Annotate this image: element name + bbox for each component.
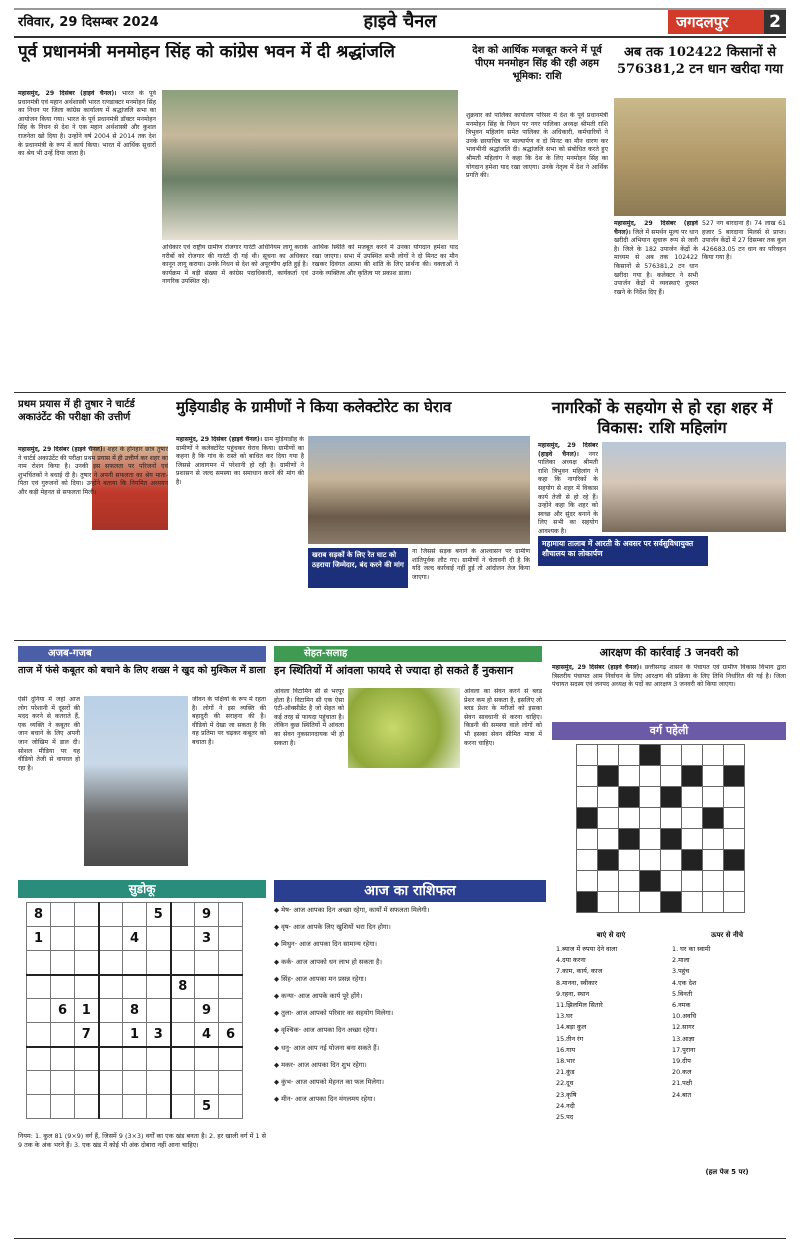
a5-body2: ना जिससे सड़क बनाने के आश्वासन पर ग्रामीण शांतिपूर्वक लौट गए। ग्रामीणों ने चेतावनी दी है कि यदि जल्द कार्रवाई नहीं हुई तो आंदोलन तेज किया जाएगा। xyxy=(412,548,530,581)
sudoku-cell xyxy=(99,1071,123,1095)
a5-caption: खराब सड़कों के लिए रेत घाट को ठहराया जिम्मेदार, बंद करने की मांग xyxy=(308,548,408,588)
crossword-clue: 12.सागर xyxy=(672,1023,695,1032)
sudoku-cell xyxy=(123,1071,147,1095)
a1-body xyxy=(18,90,156,390)
sudoku-rules: नियम: 1. कुल 81 (9×9) वर्ग हैं, जिसमें 9 (3×3) वर्गों का एक खंड बनता है। 2. हर खाली वर्ग में 1 से 9 तक के अंक भरने हैं। 3. एक खंड में कोई भी अंक दोबारा नहीं आना चाहिए। xyxy=(18,1132,266,1149)
crossword-right-clues xyxy=(672,944,786,1164)
a3-body xyxy=(614,220,698,388)
rashifal-item: ◆ मीन- आज आपका दिन मंगलमय रहेगा। xyxy=(274,1095,376,1104)
a4-dateline: महासमुंद, 29 दिसंबर (हाइवे चैनल)। xyxy=(18,446,106,453)
sudoku-cell xyxy=(51,975,75,999)
sudoku-cell: 3 xyxy=(147,1023,171,1047)
a5-headline: मुड़ियाडीह के ग्रामीणों ने किया कलेक्टोरेट का घेराव xyxy=(176,398,452,416)
rashifal-list xyxy=(274,906,546,1232)
rashifal-item: ◆ धनु- आज आप नई योजना बना सकते हैं। xyxy=(274,1043,380,1052)
rashifal-item: ◆ कर्क- आज आपको धन लाभ हो सकता है। xyxy=(274,957,382,966)
sudoku-cell xyxy=(99,903,123,927)
crossword-clue: 11.झिलमिल सितारे xyxy=(556,1001,603,1010)
crossword-clue: 17.पुराना xyxy=(672,1045,696,1054)
rashifal-item: ◆ मिथुन- आज आपका दिन सामान्य रहेगा। xyxy=(274,940,378,949)
a4-body xyxy=(18,446,168,636)
sudoku-cell xyxy=(147,1047,171,1071)
a6-body-text: नगर पालिका अध्यक्ष श्रीमती राशि त्रिभुवन महिलांग ने कहा कि नागरिकों के सहयोग से शहर में विकास कार्य तेजी से हो रहे हैं। उन्होंने कहा कि शहर को स्वच्छ और सुंदर बनाने के लिए सभी का सहयोग आवश्यक है। xyxy=(538,450,598,535)
sudoku-cell xyxy=(75,1071,99,1095)
a1-body-text: भारत के पूर्व प्रधानमंत्री एवं महान अर्थशास्त्री भारत रत्नडाक्टर मनमोहन सिंह का निधन पर जिला कांग्रेस कार्यालय में श्रद्धांजलि सभा का आयोजन किया गया। भारत के पूर्व प्रधानमंत्री डॉक्टर मनमोहन सिंह के निधन से देश ने एक महान अर्थशास्त्री और कुशल राजनेता खो दिया है। उन्होंने वर्ष 2004 से 2014 तक देश के प्रधानमंत्री के रूप में कार्य किया। भारत में आर्थिक सुधारों का श्रेय भी उन्हें दिया जाता है। xyxy=(18,90,156,158)
sudoku-cell xyxy=(51,1095,75,1119)
sudoku-cell xyxy=(147,1095,171,1119)
sudoku-cell xyxy=(195,975,219,999)
sudoku-cell xyxy=(195,951,219,975)
a8-headline: इन स्थितियों में आंवला फायदे से ज्यादा हो सकते हैं नुकसान xyxy=(274,664,514,677)
a3-body2: 527 नग बारदाना है। 74 लाख 61 हजार 5 बारदाना मिलर्स से प्राप्त। उपार्जन केंद्रों में 27 दिसम्बर तक कुल 426683.05 टन धान का परिवहन किया गया है। xyxy=(702,220,786,262)
sudoku-cell xyxy=(171,927,195,951)
crossword-clue: 7.काम, कार्य, काज xyxy=(556,967,603,976)
sudoku-cell xyxy=(99,999,123,1023)
sudoku-cell xyxy=(27,999,51,1023)
sudoku-cell xyxy=(99,1095,123,1119)
sudoku-cell xyxy=(99,975,123,999)
a9-body-text: छत्तीसगढ़ शासन के पंचायत एवं ग्रामीण विकास विभाग द्वारा त्रिस्तरीय पंचायत आम निर्वाचन के लिए आरक्षण की प्रक्रिया के लिए तिथि निर्धारित की गई है। जिला पंचायत सदस्य एवं जनपद अध्यक्ष के पदों का आरक्षण 3 जनवरी को किया जाएगा। xyxy=(552,664,786,689)
sudoku-cell xyxy=(27,1023,51,1047)
sudoku-cell xyxy=(51,1071,75,1095)
row1-rule xyxy=(14,392,786,393)
crossword-clue: 23.कृषि xyxy=(556,1090,577,1099)
sudoku-cell xyxy=(99,951,123,975)
rashifal-title: आज का राशिफल xyxy=(274,880,546,902)
sudoku-cell xyxy=(123,975,147,999)
sudoku-cell: 8 xyxy=(171,975,195,999)
sudoku-grid xyxy=(26,902,243,1119)
sudoku-cell: 9 xyxy=(195,903,219,927)
sudoku-cell xyxy=(219,927,243,951)
rashifal-item: ◆ मेष- आज आपका दिन अच्छा रहेगा, कार्यों में सफलता मिलेगी। xyxy=(274,906,430,914)
sudoku-cell xyxy=(219,1095,243,1119)
crossword-clue: 24.नदी xyxy=(556,1101,575,1110)
sudoku-cell: 6 xyxy=(51,999,75,1023)
sudoku-cell xyxy=(27,1047,51,1071)
bottom-rule xyxy=(14,1238,786,1239)
crossword-clue: 22.दूध xyxy=(556,1079,574,1088)
sudoku-cell xyxy=(219,975,243,999)
crossword-clue: 4.दया करना xyxy=(556,956,586,965)
sudoku-cell xyxy=(75,927,99,951)
sudoku-cell xyxy=(51,1047,75,1071)
sudoku-cell xyxy=(171,1047,195,1071)
a9-dateline: महासमुंद, 29 दिसंबर (हाइवे चैनल)। xyxy=(552,664,642,671)
crossword-clue: 21.कुंड xyxy=(556,1068,575,1077)
sudoku-cell xyxy=(75,1095,99,1119)
sudoku-cell xyxy=(75,1047,99,1071)
crossword-clue: 25.पद xyxy=(556,1113,574,1122)
a7-body2: जीवन के पक्षियों के रूप में रहता है। लोगों ने इस व्यक्ति की बहादुरी की सराहना की है। वीडियो में देखा जा सकता है कि वह प्रतिमा पर चढ़कर कबूतर को बचाता है। xyxy=(192,696,266,746)
crossword-clue: 1. घर का स्वामी xyxy=(672,945,711,953)
crossword-note: (हल पेज 5 पर) xyxy=(705,1168,749,1176)
crossword-clue: 1.ब्याज में रुपया देने वाला xyxy=(556,945,618,953)
sudoku-cell: 1 xyxy=(27,927,51,951)
crossword-clue: 15.तीन रंग xyxy=(556,1034,584,1043)
a2-headline: देश को आर्थिक मजबूत करने में पूर्व पीएम मनमोहन सिंह की रही अहम भूमिका: राशि xyxy=(472,45,602,82)
sudoku-cell xyxy=(219,1047,243,1071)
a6-dateline: महासमुंद, 29 दिसंबर (हाइवे चैनल)। xyxy=(538,442,598,458)
sudoku-cell: 1 xyxy=(75,999,99,1023)
masthead-date: रविवार, 29 दिसम्बर 2024 xyxy=(18,15,159,30)
sudoku-cell: 4 xyxy=(195,1023,219,1047)
crossword-right-head: ऊपर से नीचे xyxy=(710,930,744,939)
sudoku-cell: 7 xyxy=(75,1023,99,1047)
rashifal-item: ◆ वृश्चिक- आज आपका दिन अच्छा रहेगा। xyxy=(274,1026,378,1035)
masthead-paper: हाइवे चैनल xyxy=(363,11,437,32)
sudoku-cell xyxy=(219,999,243,1023)
a4-body-text: शहर के होनहार छात्र तुषार ने चार्टर्ड अकाउंटेंट की परीक्षा प्रथम प्रयास में ही उत्तीर्ण कर शहर का नाम रोशन किया है। उनकी इस सफलता पर परिजनों एवं शुभचिंतकों ने बधाई दी है। तुषार ने अपनी सफलता का श्रेय माता-पिता एवं गुरुजनों को दिया। उन्होंने बताया कि नियमित अध्ययन और कड़ी मेहनत से सफलता मिली। xyxy=(18,446,168,496)
sudoku-cell: 5 xyxy=(195,1095,219,1119)
sudoku-cell xyxy=(195,1071,219,1095)
a8-section: सेहत-सलाह xyxy=(274,646,542,662)
crossword-left-clues xyxy=(556,944,668,1234)
a2-body: शुक्रवार को पालिका कार्यालय परिसर में देश के पूर्व प्रधानमंत्री मनमोहन सिंह के निधन पर नगर पालिका अध्यक्ष श्रीमती राशि त्रिभुवन महिलांग समेत पालिका के अधिकारी, कर्मचारियों ने उनके छायाचित्र पर माल्यार्पण व दो मिनट का मौन धारण कर भावभीनी श्रद्धांजलि दी। श्रद्धांजलि सभा को संबोधित करते हुए श्रीमती महिलांग ने कहा कि देश के लिए मनमोहन सिंह का योगदान हमेशा याद रखा जाएगा। उनके नेतृत्व में देश ने आर्थिक प्रगति की। xyxy=(466,112,608,180)
crossword-clue: 18.भार xyxy=(556,1057,575,1066)
rashifal-item: ◆ मकर- आज आपका दिन शुभ रहेगा। xyxy=(274,1060,367,1069)
crossword-clue: 19.दीप xyxy=(672,1057,691,1066)
a6-headline: नागरिकों के सहयोग से हो रहा शहर में विकास: राशि महिलांग xyxy=(551,398,773,437)
a3-headline: अब तक 102422 किसानों से 576381,2 टन धान खरीदा गया xyxy=(616,45,784,77)
crossword-clue: 8.मानना, स्वीकार xyxy=(556,978,598,987)
crossword-left-head: बाएं से दाएं xyxy=(596,930,626,939)
crossword-clue: 6.नमक xyxy=(672,1001,691,1010)
a8-body: आंवला विटामिन सी से भरपूर होता है। विटामिन सी एक ऐसा एंटी-ऑक्सीडेंट है जो सेहत को कई तरह से फायदा पहुंचाता है। लेकिन कुछ स्थितियों में आंवला का सेवन नुकसानदायक भी हो सकता है। xyxy=(274,688,344,747)
crossword-clue: 13.घर xyxy=(556,1012,573,1021)
sudoku-cell: 3 xyxy=(195,927,219,951)
a5-body-text: ग्राम मुड़ियाडीह के ग्रामीणों ने कलेक्टोरेट पहुंचकर घेराव किया। ग्रामीणों का कहना है कि गांव के रास्ते को बाधित कर दिया गया है जिससे आवागमन में परेशानी हो रही है। ग्रामीणों ने प्रशासन से जल्द समस्या का समाधान करने की मांग की है। xyxy=(176,436,304,486)
crossword-clue: 2.माला xyxy=(672,956,690,965)
rashifal-item: ◆ सिंह- आज आपका मन प्रसन्न रहेगा। xyxy=(274,974,367,983)
sudoku-cell: 8 xyxy=(123,999,147,1023)
sudoku-cell xyxy=(99,1047,123,1071)
crossword-grid xyxy=(576,744,745,913)
crossword-clue: 4.एक देश xyxy=(672,978,697,987)
sudoku-cell xyxy=(147,975,171,999)
sudoku-cell xyxy=(51,951,75,975)
masthead-city: जगदलपुर xyxy=(676,13,729,31)
rashifal-item: ◆ कन्या- आज आपके कार्य पूरे होंगे। xyxy=(274,992,363,1001)
rashifal-item: ◆ कुंभ- आज आपको मेहनत का फल मिलेगा। xyxy=(274,1078,384,1087)
a1-body2: अधिकार एवं राष्ट्रीय ग्रामीण रोजगार गारंटी अधिनियम लागू कराके गरीबों को रोजगार की गारंटी दी गई थी। सूचना का अधिकार कानून लागू कराया। उनके निधन से देश को अपूरणीय क्षति हुई है। कार्यक्रम में बड़ी संख्या में कांग्रेस पदाधिकारी, कार्यकर्ता एवं नागरिक उपस्थित रहे। xyxy=(162,244,308,286)
crossword-clue: 10.अवधि xyxy=(672,1012,697,1021)
sudoku-cell xyxy=(27,1095,51,1119)
sudoku-cell xyxy=(75,975,99,999)
sudoku-cell xyxy=(51,1023,75,1047)
row2-rule xyxy=(14,640,786,641)
sudoku-cell xyxy=(147,927,171,951)
crossword-clue: 21.पक्षी xyxy=(672,1079,693,1088)
a5-photo xyxy=(308,436,530,544)
sudoku-cell xyxy=(123,903,147,927)
sudoku-cell xyxy=(171,1023,195,1047)
a5-body xyxy=(176,436,304,636)
crossword-clue: 16.गाय xyxy=(556,1045,576,1054)
a4-headline: प्रथम प्रयास में ही तुषार ने चार्टर्ड अकाउंटेंट की परीक्षा की उत्तीर्ण xyxy=(18,399,135,423)
a5-dateline: महासमुंद, 29 दिसंबर (हाइवे चैनल)। xyxy=(176,436,263,443)
sudoku-cell xyxy=(195,1047,219,1071)
rashifal-item: ◆ तुला- आज आपको परिवार का सहयोग मिलेगा। xyxy=(274,1009,394,1018)
a8-photo xyxy=(348,688,460,768)
sudoku-cell: 4 xyxy=(123,927,147,951)
sudoku-cell xyxy=(27,1071,51,1095)
sudoku-cell xyxy=(219,903,243,927)
sudoku-cell xyxy=(123,951,147,975)
a6-banner: महामाया तालाब में आरती के अवसर पर सर्वसुविधायुक्त शौचालय का लोकार्पण xyxy=(538,536,708,566)
crossword-clue: 9.रहना, स्थान xyxy=(556,989,590,998)
sudoku-cell: 8 xyxy=(27,903,51,927)
a1-dateline: महासमुंद, 29 दिसंबर (हाइवे चैनल)। xyxy=(18,90,117,97)
sudoku-cell xyxy=(123,1095,147,1119)
sudoku-cell xyxy=(75,951,99,975)
a6-photo xyxy=(602,442,786,532)
sudoku-cell: 1 xyxy=(123,1023,147,1047)
sudoku-cell xyxy=(99,927,123,951)
a1-body3: आर्थिक स्थिति को मजबूत करने में उनका योगदान हमेशा याद रखा जाएगा। सभा में उपस्थित सभी लोगों ने दो मिनट का मौन रखकर दिवंगत आत्मा की शांति के लिए प्रार्थना की। वक्ताओं ने उनके व्यक्तित्व और कृतित्व पर प्रकाश डाला। xyxy=(312,244,458,277)
crossword-clue: 24.बात xyxy=(672,1090,692,1099)
sudoku-cell xyxy=(219,1071,243,1095)
sudoku-cell xyxy=(147,1071,171,1095)
sudoku-cell xyxy=(75,903,99,927)
sudoku-cell xyxy=(171,903,195,927)
a7-photo xyxy=(84,696,188,866)
crossword-clue: 20.कल xyxy=(672,1068,692,1077)
sudoku-cell xyxy=(51,903,75,927)
sudoku-cell xyxy=(51,927,75,951)
sudoku-cell xyxy=(27,975,51,999)
sudoku-cell xyxy=(123,1047,147,1071)
crossword-clue: 5.विनती xyxy=(672,989,693,998)
a7-headline: ताज में फंसे कबूतर को बचाने के लिए शख्स ने खुद को मुश्किल में डाला xyxy=(18,665,266,676)
sudoku-cell xyxy=(219,951,243,975)
sudoku-cell xyxy=(147,951,171,975)
sudoku-cell xyxy=(171,1095,195,1119)
a1-headline: पूर्व प्रधानमंत्री मनमोहन सिंह को कांग्रेस भवन में दी श्रद्धांजलि xyxy=(18,42,395,62)
masthead-rule xyxy=(14,36,786,38)
sudoku-cell: 9 xyxy=(195,999,219,1023)
sudoku-cell xyxy=(147,999,171,1023)
sudoku-cell xyxy=(27,951,51,975)
rashifal-item: ◆ वृष- आज आपके लिए खुशियों भरा दिन होगा। xyxy=(274,923,391,932)
sudoku-cell xyxy=(171,999,195,1023)
a7-body: ऐसी दुनिया में जहां आज लोग परेशानी में दूसरों की मदद करने से कतराते हैं, एक व्यक्ति ने कबूतर की जान बचाने के लिए अपनी जान जोखिम में डाल दी। सोशल मीडिया पर यह वीडियो तेजी से वायरल हो रहा है। xyxy=(18,696,80,772)
crossword-clue: 14.बड़ा कुल xyxy=(556,1023,587,1032)
sudoku-cell xyxy=(171,951,195,975)
sudoku-cell xyxy=(171,1071,195,1095)
crossword-title: वर्ग पहेली xyxy=(552,722,786,740)
sudoku-title: सुडोकू xyxy=(18,880,266,898)
sudoku-cell: 6 xyxy=(219,1023,243,1047)
a9-headline: आरक्षण की कार्रवाई 3 जनवरी को xyxy=(599,646,739,659)
a3-body-text: जिले में समर्थन मूल्य पर धान खरीदी अभियान सुचारू रूप से जारी है। जिले के 182 उपार्जन केंद्रों के माध्यम से अब तक 102422 किसानों से 576381,2 टन धान खरीदा गया है। कलेक्टर ने सभी उपार्जन केंद्रों में व्यवस्थाएं दुरुस्त रखने के निर्देश दिए हैं। xyxy=(614,228,698,296)
a3-photo xyxy=(614,98,786,216)
a3-dateline: महासमुंद, 29 दिसंबर (हाइवे चैनल)। xyxy=(614,220,698,236)
crossword-clue: 13.आज्ञा xyxy=(672,1034,695,1043)
page-number: 2 xyxy=(764,10,786,34)
sudoku-cell xyxy=(99,1023,123,1047)
sudoku-cell: 5 xyxy=(147,903,171,927)
crossword-clue: 3.पहुंच xyxy=(672,967,690,976)
a9-body xyxy=(552,664,786,718)
a1-photo xyxy=(162,90,458,240)
a8-body2: आंवला का सेवन करने से ब्लड प्रेशर कम हो सकता है, इसलिए लो ब्लड प्रेशर के मरीजों को इसका सेवन सावधानी से करना चाहिए। किडनी की समस्या वाले लोगों को भी इसका सेवन सीमित मात्रा में करना चाहिए। xyxy=(464,688,542,747)
a7-section: अजब-गजब xyxy=(18,646,266,662)
